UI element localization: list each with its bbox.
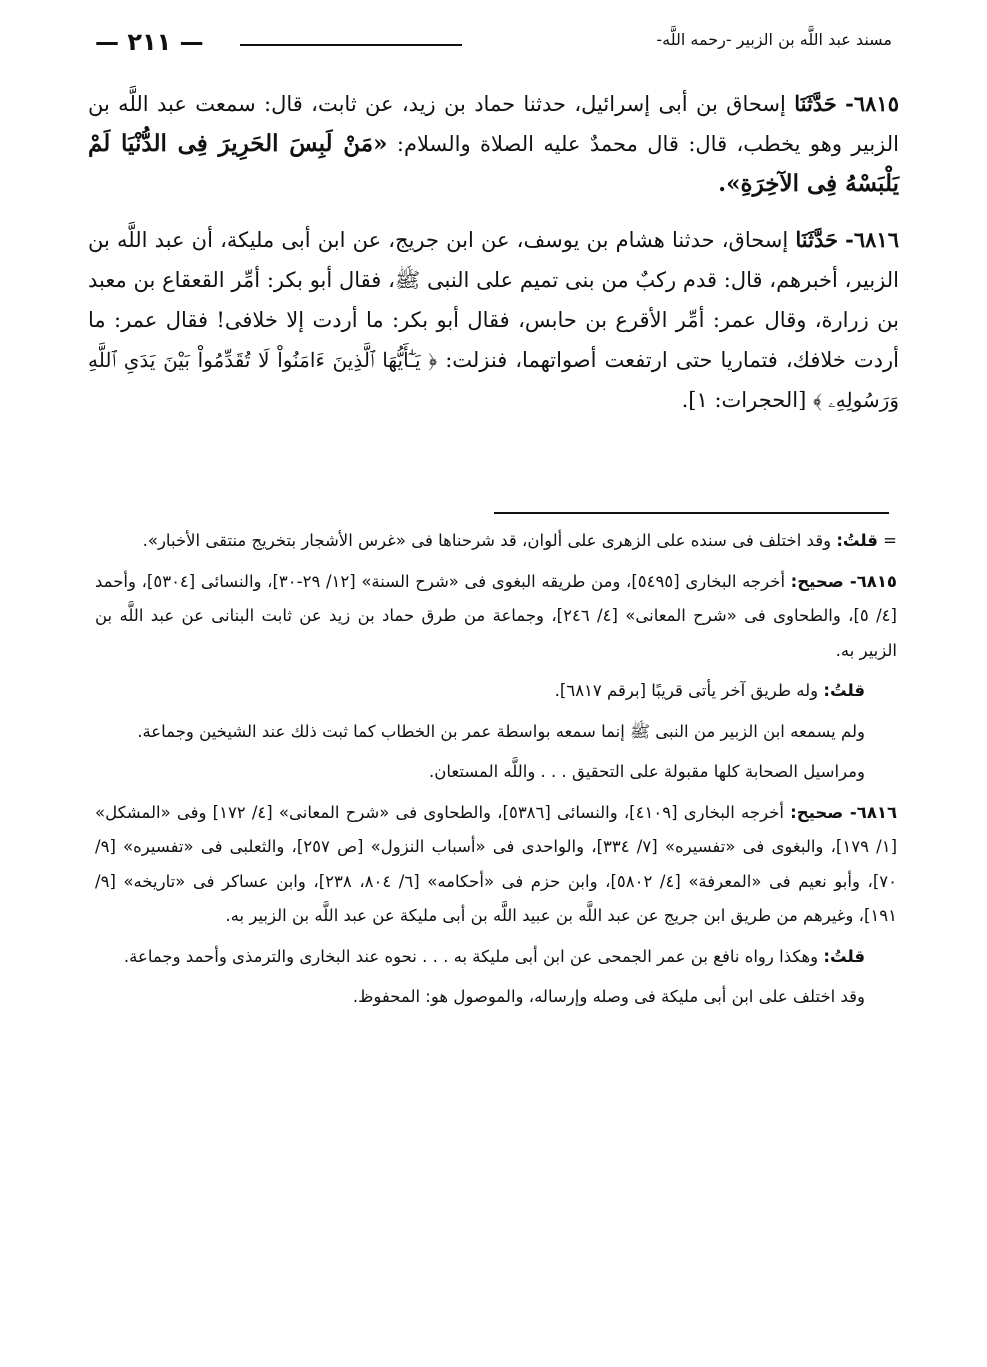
note-lead: قلتُ: — [836, 531, 878, 550]
hadith-number: ٦٨١٥- — [845, 91, 899, 116]
main-text — [88, 84, 899, 436]
note-text: وقد اختلف فى سنده على الزهرى على ألوان، قد شرحناها فى «غرس الأشجار بتخريج منتقى الأخبار». — [142, 531, 832, 550]
isnad: إسحاق، حدثنا هشام بن يوسف، عن ابن جريج، عن ابن أبى مليكة، أن عبد اللَّه بن الزبير، أخبرهم، قال: قدم ركبٌ من بنى تميم على النبى ﷺ، فقال أبو بكر: أمِّر القعقاع بن معبد بن زرارة، وقال عمر: أمِّر الأقرع بن حابس، فقال أبو بكر: ما أردت إلا خلافى! فقال عمر: ما أردت خلافك، فتماريا حتى ارتفعت أصواتهما، فنزلت: — [88, 228, 899, 372]
page-number-value: ٢١١ — [127, 28, 172, 56]
footnotes — [95, 524, 897, 1021]
footnote-carry-over — [95, 524, 897, 559]
footnote-6815-paragraph — [95, 715, 897, 750]
paragraph-text: وقد اختلف على ابن أبى مليكة فى وصله وإرساله، والموصول هو: المحفوظ. — [352, 987, 865, 1006]
hadith-number: ٦٨١٦- — [845, 227, 899, 252]
header-rule — [240, 44, 462, 46]
footnote-6815 — [95, 565, 897, 669]
note-text: وهكذا رواه نافع بن عمر الجمحى عن ابن أبى مليكة به . . . نحوه عند البخارى والترمذى وأحمد وجماعة. — [123, 946, 819, 966]
footnote-6816-paragraph — [95, 980, 897, 1015]
remark-line — [95, 940, 897, 975]
note-text: أخرجه البخارى [٤١٠٩]، والنسائى [٥٣٨٦]، والطحاوى فى «شرح المعانى» [٤/ ١٧٢] وفى «المشكل» [١/ ١٧٩]، والبغوى فى «تفسيره» [٧/ ٣٣٤]، والواحدى فى «أسباب النزول» [ص ٢٥٧]، والثعلبى فى «تفسيره» [٩/ ٧٠]، وأبو نعيم فى «المعرفة» [٤/ ٥٨٠٢]، وابن حزم فى «أحكامه» [٦/ ٨٠٤، ٢٣٨]، وابن عساكر فى «تاريخه» [٩/ ١٩١]، وغيرهم من طريق ابن جريج عن عبد اللَّه بن عبيد اللَّه بن أبى مليكة عن عبد اللَّه بن الزبير به. — [95, 802, 898, 925]
quran-reference: [الحجرات: ١]. — [681, 388, 807, 412]
footnote-6816 — [95, 796, 897, 934]
footnote-separator — [494, 512, 889, 514]
remark-line — [95, 674, 897, 709]
continuation-marker: = — [883, 531, 897, 550]
hadith-6816 — [88, 220, 899, 420]
narration-word: حَدَّثَنَا — [795, 227, 838, 252]
note-label: ٦٨١٦- صحيح: — [790, 802, 898, 822]
running-title: مسند عبد اللَّه بن الزبير -رحمه اللَّه- — [656, 30, 892, 49]
page-number: — ٢١١ — — [95, 28, 204, 56]
isnad: إسحاق بن أبى إسرائيل، حدثنا حماد بن زيد، عن ثابت، قال: سمعت عبد اللَّه بن الزبير وهو يخطب، قال: قال محمدٌ عليه الصلاة والسلام: — [88, 92, 899, 156]
paragraph-text: ومراسيل الصحابة كلها مقبولة على التحقيق . . . واللَّه المستعان. — [428, 762, 865, 781]
page-header — [95, 28, 892, 64]
note-text: أخرجه البخارى [٥٤٩٥]، ومن طريقه البغوى فى «شرح السنة» [١٢/ ٢٩-٣٠]، والنسائى [٥٣٠٤]، وأحمد [٤/ ٥]، والطحاوى فى «شرح المعانى» [٤/ ٢٤٦]، وجماعة من طرق حماد بن زيد عن ثابت البنانى عن عبد اللَّه بن الزبير به. — [95, 571, 897, 660]
note-label: ٦٨١٥- صحيح: — [790, 571, 898, 591]
footnote-6816-remark — [95, 940, 897, 975]
note-lead: قلتُ: — [823, 946, 865, 966]
paragraph-text: ولم يسمعه ابن الزبير من النبى ﷺ إنما سمعه بواسطة عمر بن الخطاب كما ثبت ذلك عند الشيخين وجماعة. — [137, 721, 865, 741]
note-lead: قلتُ: — [823, 681, 865, 700]
matn: «مَنْ لَبِسَ الحَرِيرَ فِى الدُّنْيَا لَمْ يَلْبَسْهُ فِى الآخِرَةِ». — [88, 130, 899, 197]
footnote-6815-remark — [95, 674, 897, 709]
footnote-6815-paragraph — [95, 755, 897, 790]
note-text: وله طريق آخر يأتى قريبًا [برقم ٦٨١٧]. — [554, 681, 819, 700]
hadith-6815 — [88, 84, 899, 204]
quran-verse: ﴿ يَـٰٓأَيُّهَا ٱلَّذِينَ ءَامَنُواْ لَا تُقَدِّمُواْ بَيْنَ يَدَىِ ٱللَّهِ وَرَسُولِهِۦ ﴾ — [88, 348, 899, 412]
narration-word: حَدَّثَنَا — [794, 91, 837, 116]
